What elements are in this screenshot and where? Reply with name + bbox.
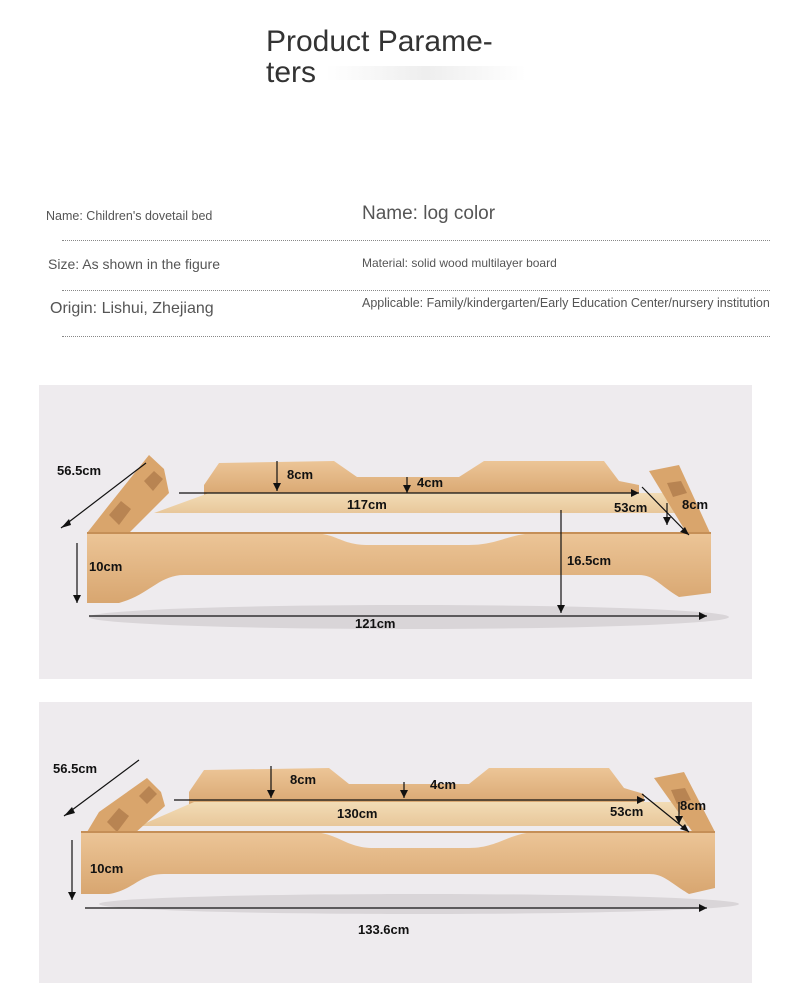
width-label: 56.5cm bbox=[57, 463, 102, 478]
notch-label: 8cm bbox=[290, 772, 317, 787]
front-rail bbox=[87, 533, 711, 603]
bed-photo-1 bbox=[39, 385, 752, 679]
total-length-label: 133.6cm bbox=[358, 922, 410, 937]
param-size: Size: As shown in the figure bbox=[48, 256, 220, 272]
param-material: Material: solid wood multilayer board bbox=[362, 256, 557, 270]
bed-diagram-1 bbox=[39, 385, 752, 679]
end-height-label: 8cm bbox=[680, 798, 707, 813]
side-height-label: 10cm bbox=[90, 861, 124, 876]
inner-width-label: 53cm bbox=[610, 804, 644, 819]
param-color: Name: log color bbox=[362, 203, 496, 224]
divider bbox=[62, 336, 770, 337]
param-origin: Origin: Lishui, Zhejiang bbox=[50, 300, 214, 317]
total-height-label: 16.5cm bbox=[567, 553, 612, 568]
end-height-label: 8cm bbox=[682, 497, 709, 512]
inner-length-label: 117cm bbox=[347, 497, 387, 512]
shadow bbox=[89, 605, 729, 629]
total-length-label: 121cm bbox=[355, 616, 396, 631]
width-label: 56.5cm bbox=[53, 761, 98, 776]
shadow bbox=[99, 894, 739, 914]
param-applicable: Applicable: Family/kindergarten/Early Education Center/nursery institution bbox=[362, 296, 770, 310]
divider bbox=[62, 290, 770, 291]
title-shadow bbox=[326, 66, 526, 80]
front-rail bbox=[81, 832, 715, 894]
inner-length-label: 130cm bbox=[337, 806, 378, 821]
title-line-2: ters bbox=[266, 56, 317, 89]
page-title bbox=[266, 26, 526, 88]
param-name: Name: Children's dovetail bed bbox=[46, 209, 213, 223]
dip-label: 4cm bbox=[430, 777, 457, 792]
bed-photo-2 bbox=[39, 702, 752, 983]
title-line-1: Product Parame- bbox=[266, 25, 493, 58]
notch-label: 8cm bbox=[287, 467, 314, 482]
bed-diagram-2 bbox=[39, 702, 752, 983]
divider bbox=[62, 240, 770, 241]
dip-label: 4cm bbox=[417, 475, 444, 490]
inner-width-label: 53cm bbox=[614, 500, 648, 515]
side-height-label: 10cm bbox=[89, 559, 123, 574]
